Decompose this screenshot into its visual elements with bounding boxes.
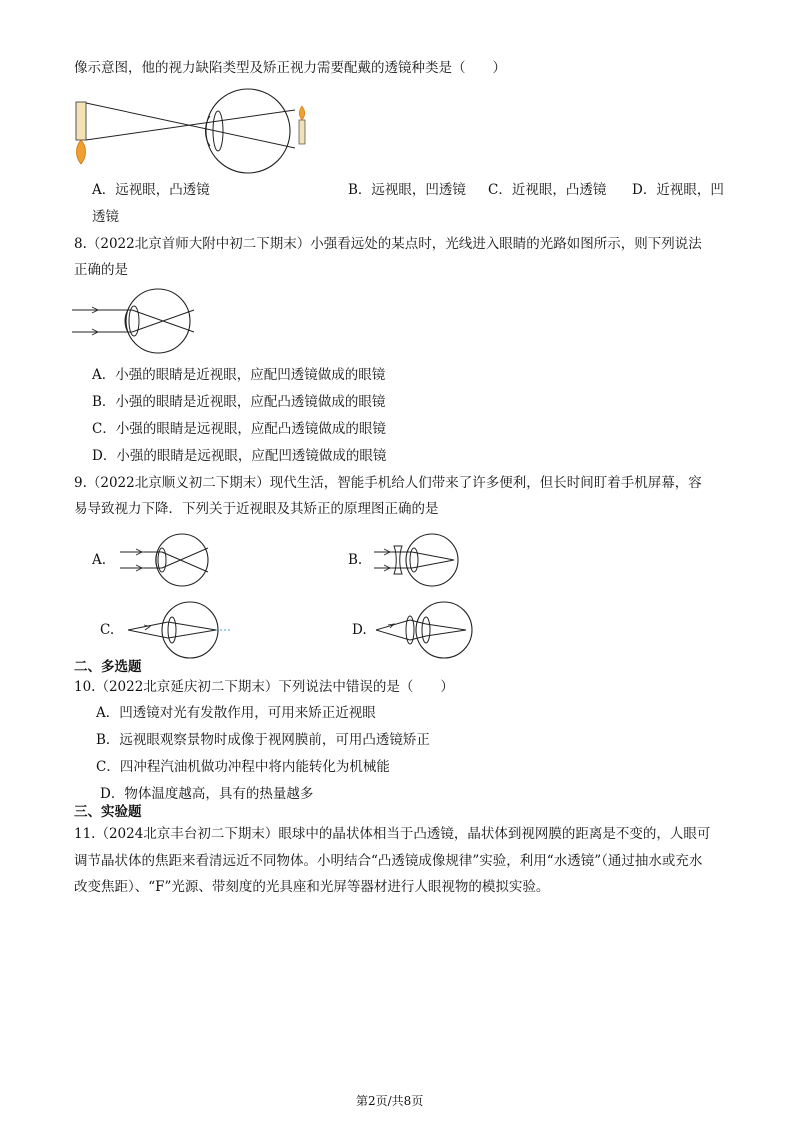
q8-stem-line1: 8.（2022北京首师大附中初二下期末）小强看远处的某点时，光线进入眼睛的光路如图所示，则下列说法 <box>74 236 702 252</box>
q9-stem-line1: 9.（2022北京顺义初二下期末）现代生活，智能手机给人们带来了许多便利，但长时间盯着手机屏幕，容 <box>74 475 702 491</box>
eyeball <box>206 89 290 173</box>
q9-diagram-d <box>372 598 482 662</box>
q8-option-a: A．小强的眼睛是近视眼，应配凹透镜做成的眼镜 <box>92 367 386 383</box>
q7-option-c: C．近视眼，凸透镜 <box>488 182 607 198</box>
q9-diagram-a <box>118 532 218 592</box>
q10-option-c: C．四冲程汽油机做功冲程中将内能转化为机械能 <box>96 759 390 775</box>
candle-image <box>299 120 305 144</box>
section-multi-choice-title: 二、多选题 <box>74 659 142 675</box>
q8-stem-line2: 正确的是 <box>74 262 128 278</box>
q7-stem-tail: 像示意图，他的视力缺陷类型及矫正视力需要配戴的透镜种类是（ ） <box>74 60 506 76</box>
q9-diagram-c <box>124 598 234 662</box>
page-number-footer: 第2页/共8页 <box>356 1094 424 1108</box>
q11-line1: 11.（2024北京丰台初二下期末）眼球中的晶状体相当于凸透镜，晶状体到视网膜的距离是不变的，人眼可 <box>74 826 711 842</box>
eyeball <box>126 289 190 353</box>
q7-option-b: B．远视眼，凹透镜 <box>348 182 466 198</box>
q9-label-d: D. <box>352 622 367 638</box>
q7-option-d-wrap: 透镜 <box>92 209 119 225</box>
q10-stem: 10.（2022北京延庆初二下期末）下列说法中错误的是（ ） <box>74 679 454 695</box>
q10-option-a: A．凹透镜对光有发散作用，可用来矫正近视眼 <box>96 705 376 721</box>
q9-label-a: A. <box>92 552 107 568</box>
flame-icon <box>76 140 85 164</box>
q11-line3: 改变焦距）、“F”光源、带刻度的光具座和光屏等器材进行人眼视物的模拟实验。 <box>74 879 550 895</box>
q10-option-b: B．远视眼观察景物时成像于视网膜前，可用凸透镜矫正 <box>96 732 430 748</box>
q9-stem-line2: 易导致视力下降．下列关于近视眼及其矫正的原理图正确的是 <box>74 501 439 517</box>
q7-option-d: D．近视眼，凹 <box>632 182 724 198</box>
image-flame-icon <box>299 106 304 120</box>
concave-lens <box>394 546 402 574</box>
q7-eye-diagram <box>70 88 310 178</box>
q9-label-b: B. <box>348 552 363 568</box>
section-experiment-title: 三、实验题 <box>74 804 142 820</box>
q8-option-c: C．小强的眼睛是远视眼，应配凸透镜做成的眼镜 <box>92 421 386 437</box>
q8-option-b: B．小强的眼睛是近视眼，应配凸透镜做成的眼镜 <box>92 394 386 410</box>
q7-option-a: A．远视眼，凸透镜 <box>92 182 210 198</box>
candle-object <box>76 102 86 140</box>
q8-option-d: D．小强的眼睛是远视眼，应配凹透镜做成的眼镜 <box>92 448 387 464</box>
q9-diagram-b <box>372 532 472 592</box>
q10-option-d: D．物体温度越高，具有的热量越多 <box>100 786 314 802</box>
q8-eye-diagram <box>70 288 200 362</box>
q9-label-c: C. <box>100 622 115 638</box>
q11-line2: 调节晶状体的焦距来看清远近不同物体。小明结合“凸透镜成像规律”实验，利用“水透镜”（通过抽水或充水 <box>74 853 703 869</box>
